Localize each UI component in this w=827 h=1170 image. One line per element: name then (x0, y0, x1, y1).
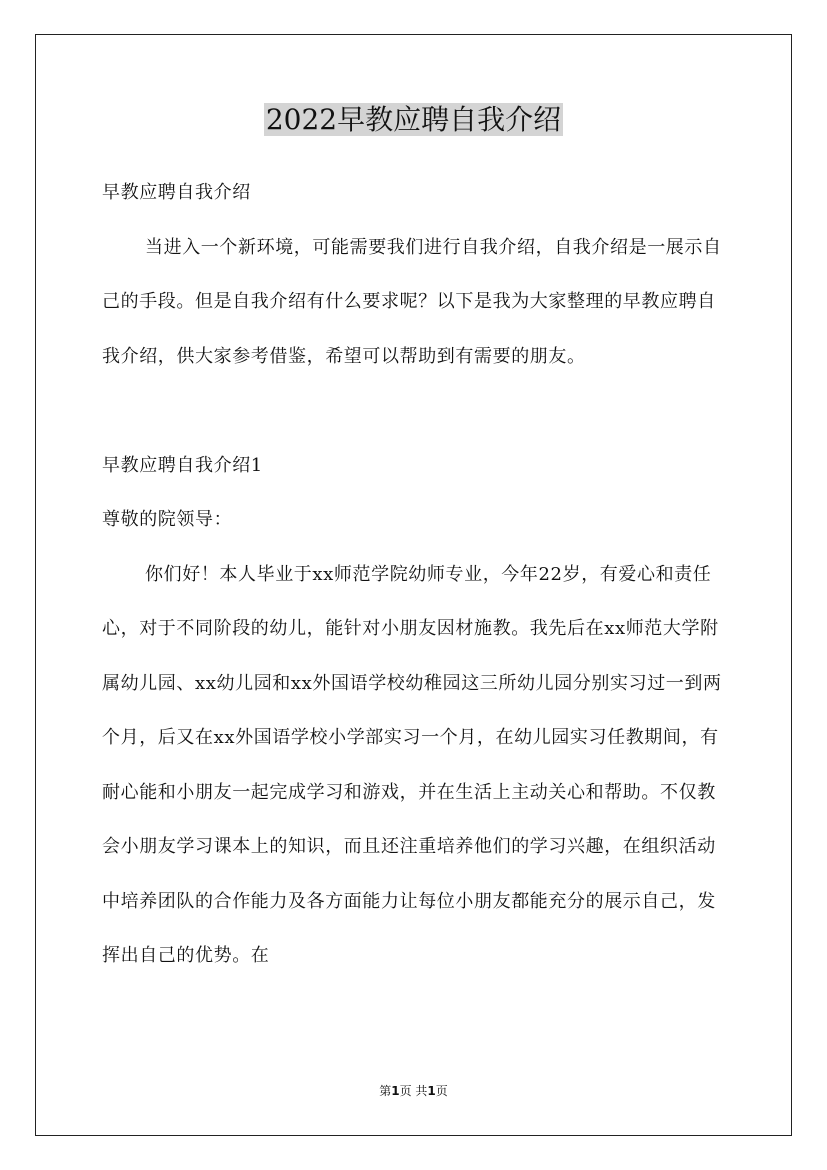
footer-mid: 页 共 (399, 1084, 428, 1098)
footer-prefix: 第 (379, 1084, 392, 1098)
salutation: 尊敬的院领导： (102, 509, 233, 530)
document-body (102, 166, 732, 984)
footer-suffix: 页 (435, 1084, 448, 1098)
footer-total-pages: 1 (427, 1084, 436, 1098)
paragraph-spacer (102, 384, 732, 439)
intro-paragraph: 当进入一个新环境，可能需要我们进行自我介绍，自我介绍是一展示自己的手段。但是自我介绍有什么要求呢？以下是我为大家整理的早教应聘自我介绍，供大家参考借鉴，希望可以帮助到有需要的朋友。 (102, 236, 722, 367)
document-title (0, 100, 827, 140)
section-heading: 早教应聘自我介绍 (102, 182, 251, 203)
body-paragraph: 你们好！本人毕业于xx师范学院幼师专业，今年22岁，有爱心和责任心，对于不同阶段的幼儿，能针对小朋友因材施教。我先后在xx师范大学附属幼儿园、xx幼儿园和xx外国语学校幼稚园这三所幼儿园分别实习过一到两个月，后又在xx外国语学校小学部实习一个月，在幼儿园实习任教期间，有耐心能和小朋友一起完成学习和游戏，并在生活上主动关心和帮助。不仅教会小朋友学习课本上的知识，而且还注重培养他们的学习兴趣，在组织活动中培养团队的合作能力及各方面能力让每位小朋友都能充分的展示自己，发挥出自己的优势。在 (102, 563, 722, 966)
section-heading-1: 早教应聘自我介绍1 (102, 454, 263, 476)
footer-current-page: 1 (391, 1084, 400, 1098)
document-title-text: 2022早教应聘自我介绍 (265, 103, 562, 136)
page-footer (0, 1083, 827, 1099)
